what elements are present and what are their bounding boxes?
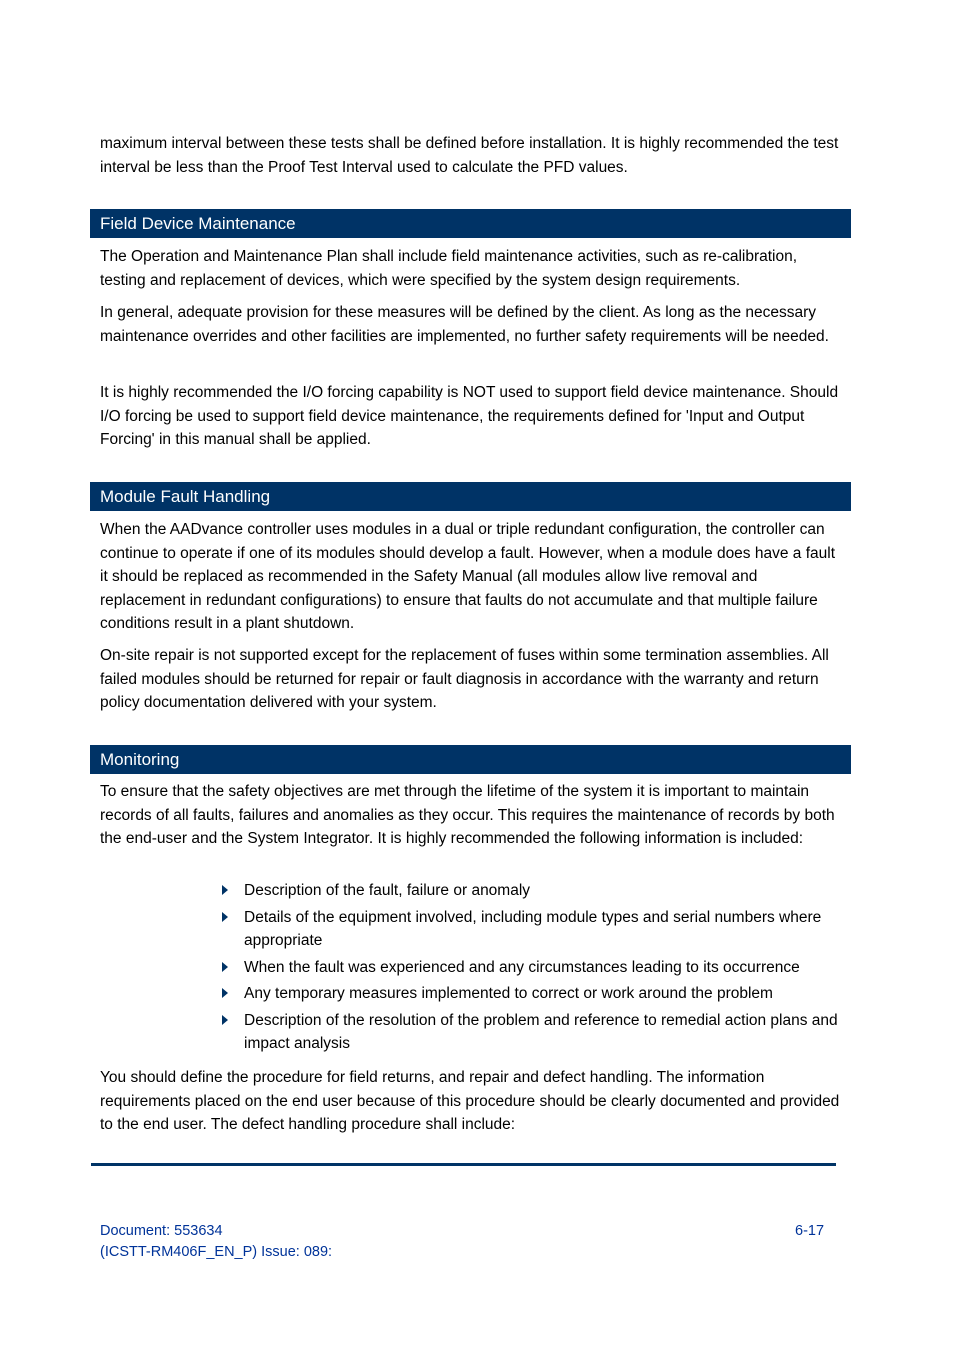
intro-paragraph: maximum interval between these tests shall be defined before installation. It is highly recommended the test interval be less than the Proof Test Interval used to calculate the PFD values. xyxy=(100,135,839,176)
triangle-right-icon xyxy=(222,988,228,998)
triangle-right-icon xyxy=(222,885,228,895)
list-item xyxy=(220,1009,840,1056)
section-heading-text: Field Device Maintenance xyxy=(100,214,296,233)
paragraph: To ensure that the safety objectives are met through the lifetime of the system it is important to maintain records of all faults, failures and anomalies as they occur. This requires the maintenance of records by both the end-user and the System Integrator. It is highly recommended the following information is included: xyxy=(100,783,835,847)
footer-issue: (ICSTT-RM406F_EN_P) Issue: 089: xyxy=(100,1244,333,1260)
list-item-text: Any temporary measures implemented to correct or work around the problem xyxy=(244,985,773,1002)
paragraph: When the AADvance controller uses modules in a dual or triple redundant configuration, the controller can continue to operate if one of its modules should develop a fault. However, when a module does have a fault it should be replaced as recommended in the Safety Manual (all modules allow live removal and replacement in redundant configurations) to ensure that faults do not accumulate and that multiple failure conditions result in a plant shutdown. xyxy=(100,521,836,632)
list-item-text: Description of the resolution of the problem and reference to remedial action plans and impact analysis xyxy=(244,1011,838,1052)
section-heading-field-device-maintenance xyxy=(90,209,851,238)
paragraph: It is highly recommended the I/O forcing capability is NOT used to support field device maintenance. Should I/O forcing be used to support field device maintenance, the requirements defined for 'Input and Output Forcing' in this manual shall be applied. xyxy=(100,384,839,448)
footer-divider xyxy=(91,1163,836,1166)
information-bullet-list xyxy=(220,879,840,1059)
paragraph: You should define the procedure for field returns, and repair and defect handling. The information requirements placed on the end user because of this procedure should be clearly documented and provided to the end user. The defect handling procedure shall include: xyxy=(100,1069,840,1133)
list-item xyxy=(220,879,840,903)
footer-document-number: Document: 553634 xyxy=(100,1223,223,1239)
section-heading-monitoring xyxy=(90,745,851,774)
triangle-right-icon xyxy=(222,912,228,922)
list-item-text: Details of the equipment involved, including module types and serial numbers where appropriate xyxy=(244,908,822,949)
footer-page-number: 6-17 xyxy=(795,1223,825,1239)
section-heading-text: Module Fault Handling xyxy=(100,487,271,506)
paragraph: On-site repair is not supported except for the replacement of fuses within some termination assemblies. All failed modules should be returned for repair or fault diagnosis in accordance with the warranty and return policy documentation delivered with your system. xyxy=(100,647,829,711)
list-item-text: Description of the fault, failure or anomaly xyxy=(244,882,531,899)
section-heading-text: Monitoring xyxy=(100,750,180,769)
list-item-text: When the fault was experienced and any circumstances leading to its occurrence xyxy=(244,958,800,976)
triangle-right-icon xyxy=(222,1015,228,1025)
list-item xyxy=(220,982,840,1006)
section-heading-module-fault-handling xyxy=(90,482,851,511)
paragraph: In general, adequate provision for these measures will be defined by the client. As long as the necessary maintenance overrides and other facilities are implemented, no further safety requirements will be needed. xyxy=(100,304,829,345)
triangle-right-icon xyxy=(222,962,228,972)
list-item xyxy=(220,956,840,980)
list-item xyxy=(220,906,840,953)
paragraph: The Operation and Maintenance Plan shall include field maintenance activities, such as re-calibration, testing and replacement of devices, which were specified by the system design requirements. xyxy=(100,248,798,289)
